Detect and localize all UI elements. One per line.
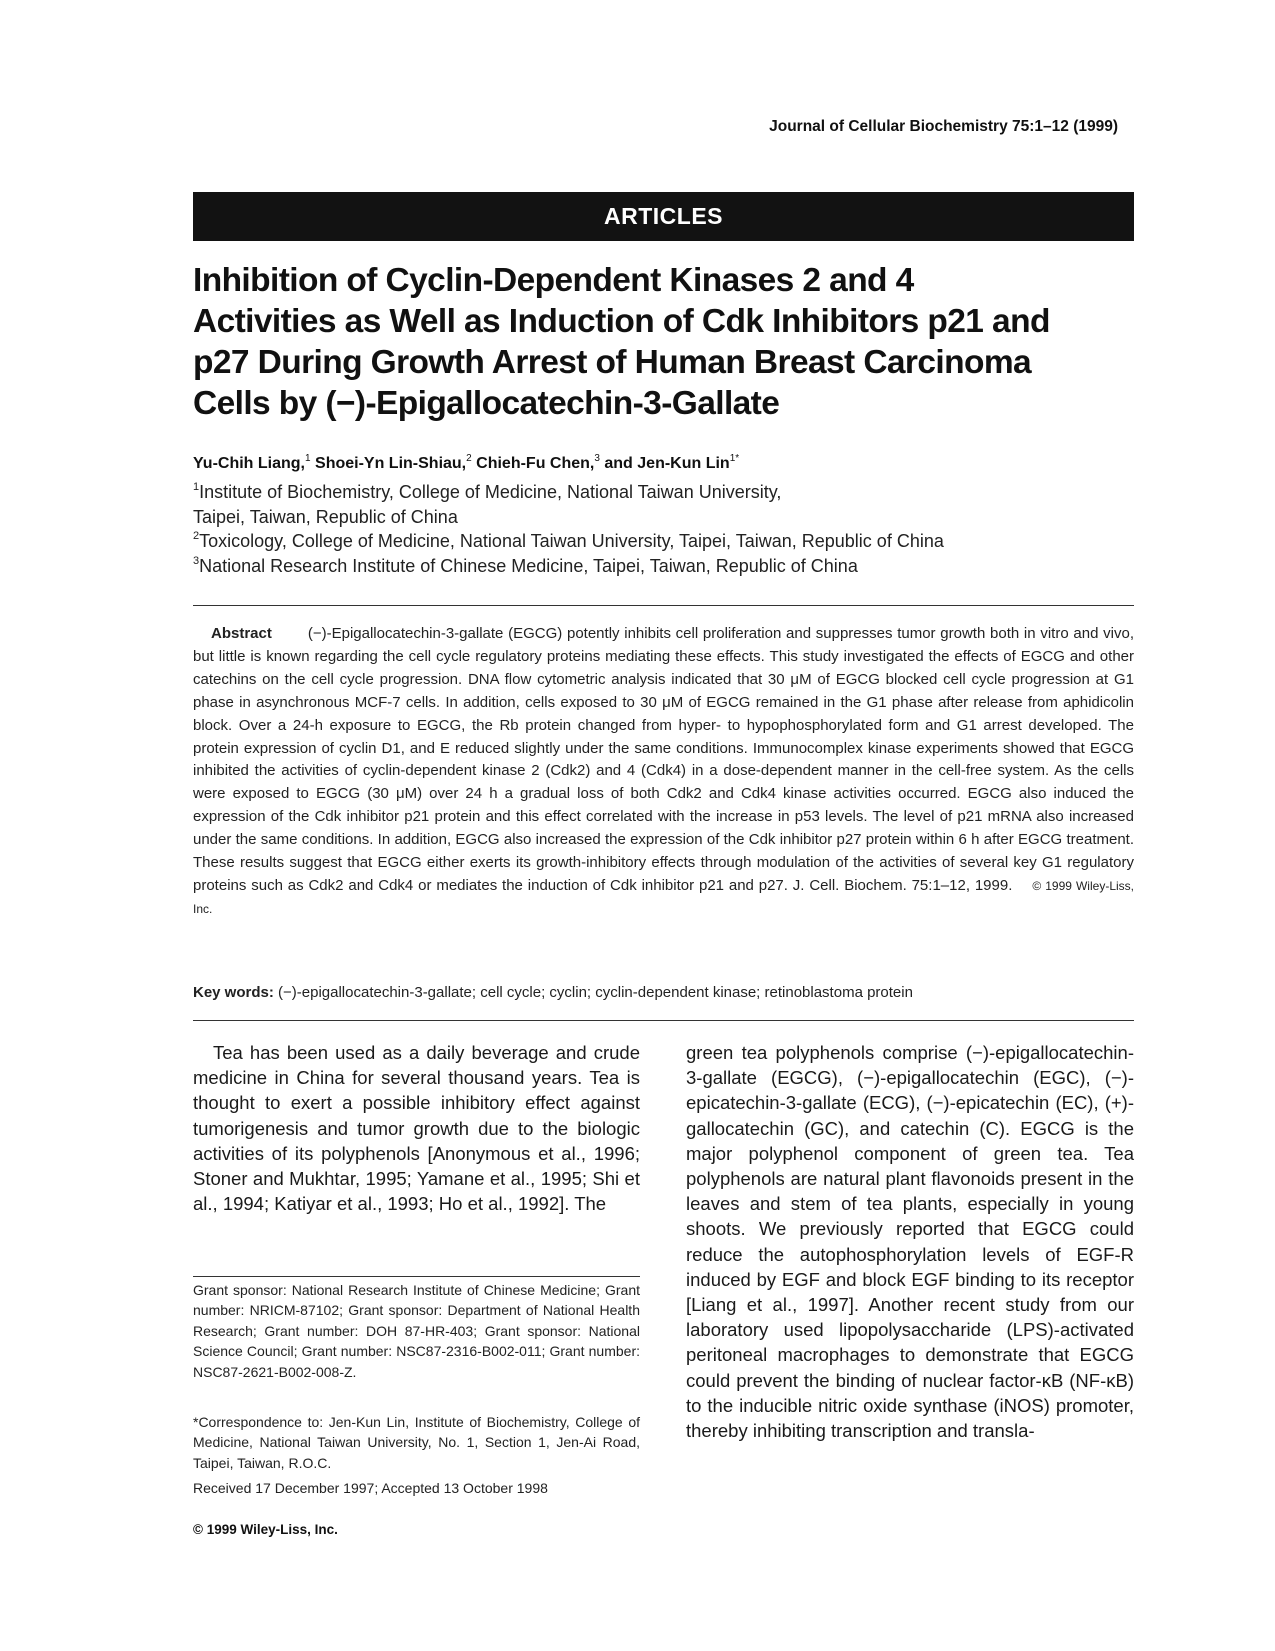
article-title <box>193 260 1143 424</box>
divider <box>193 1020 1134 1021</box>
title-line: Inhibition of Cyclin-Dependent Kinases 2 and 4 <box>193 262 914 299</box>
author-affiliation-mark: 1 <box>305 453 311 464</box>
affiliation-text: Institute of Biochemistry, College of Medicine, National Taiwan University, <box>199 482 782 502</box>
author-list <box>193 455 739 473</box>
title-line: Activities as Well as Induction of Cdk Inhibitors p21 and <box>193 303 1050 340</box>
author-affiliation-mark: 1* <box>729 453 740 464</box>
abstract-text: (−)-Epigallocatechin-3-gallate (EGCG) potently inhibits cell proliferation and suppresses tumor growth both in vitro and vivo, but little is known regarding the cell cycle regulatory proteins mediating these effects. This study investigated the effects of EGCG and other catechins on the cell cycle progression. DNA flow cytometric analysis indicated that 30 μM of EGCG blocked cell cycle progression at G1 phase in asynchronous MCF-7 cells. In addition, cells exposed to 30 μM of EGCG remained in the G1 phase after release from aphidicolin block. Over a 24-h exposure to EGCG, the Rb protein changed from hyper- to hypophosphorylated form and G1 arrest developed. The protein expression of cyclin D1, and E reduced slightly under the same conditions. Immunocomplex kinase experiments showed that EGCG inhibited the activities of cyclin-dependent kinase 2 (Cdk2) and 4 (Cdk4) in a dose-dependent manner in the cell-free system. As the cells were exposed to EGCG (30 μM) over 24 h a gradual loss of both Cdk2 and Cdk4 kinase activities occurred. EGCG also induced the expression of the Cdk inhibitor p21 protein and this effect correlated with the increase in p53 levels. The level of p21 mRNA also increased under the same conditions. In addition, EGCG also increased the expression of the Cdk inhibitor p27 protein within 6 h after EGCG treatment. These results suggest that EGCG either exerts its growth-inhibitory effects through modulation of the activities of several key G1 regulatory proteins such as Cdk2 and Cdk4 or mediates the induction of Cdk inhibitor p21 and p27. J. Cell. Biochem. 75:1–12, 1999. <box>193 625 1134 894</box>
affiliation <box>193 482 781 503</box>
title-line: Cells by (−)-Epigallocatechin-3-Gallate <box>193 385 780 422</box>
author-name: Shoei-Yn Lin-Shiau, <box>315 455 467 472</box>
affiliation-text: National Research Institute of Chinese Medicine, Taipei, Taiwan, Republic of China <box>199 556 858 576</box>
affiliation-mark: 3 <box>193 555 200 567</box>
keywords-label: Key words: <box>193 984 274 1001</box>
affiliation-text: Taipei, Taiwan, Republic of China <box>193 507 458 527</box>
title-line: p27 During Growth Arrest of Human Breast Carcinoma <box>193 344 1032 381</box>
affiliation <box>193 556 858 577</box>
footnote-correspondence: *Correspondence to: Jen-Kun Lin, Institute of Biochemistry, College of Medicine, National Taiwan University, No. 1, Section 1, Jen-Ai Road, Taipei, Taiwan, R.O.C. <box>193 1414 640 1471</box>
divider <box>193 605 1134 606</box>
section-band: ARTICLES <box>193 192 1134 241</box>
abstract <box>193 623 1134 921</box>
keywords <box>193 984 913 1001</box>
author-name: and Jen-Kun Lin <box>604 455 730 472</box>
body-column-right: green tea polyphenols comprise (−)-epigallocatechin-3-gallate (EGCG), (−)-epigallocatechin (EGC), (−)-epicatechin-3-gallate (ECG), (−)-epicatechin (EC), (+)-gallocatechin (GC), and catechin (C). EGCG is the major polyphenol component of green tea. Tea polyphenols are natural plant flavonoids present in the leaves and stem of tea plants, especially in young shoots. We previously reported that EGCG could reduce the autophosphorylation levels of EGF-R induced by EGF and block EGF binding to its receptor [Liang et al., 1997]. Another recent study from our laboratory used lipopolysaccharide (LPS)-activated peritoneal macrophages to demonstrate that EGCG could prevent the binding of nuclear factor-κB (NF-κB) to the inducible nitric oxide synthase (iNOS) promoter, thereby inhibiting transcription and transla- <box>686 1042 1134 1442</box>
affiliation-text: Toxicology, College of Medicine, National Taiwan University, Taipei, Taiwan, Republic of China <box>199 531 944 551</box>
author-affiliation-mark: 3 <box>594 453 600 464</box>
affiliation-mark: 2 <box>193 530 200 542</box>
footnote-received: Received 17 December 1997; Accepted 13 October 1998 <box>193 1480 548 1496</box>
abstract-copyright: © 1999 Wiley-Liss, Inc. <box>193 878 1134 916</box>
footnote-divider <box>193 1276 640 1277</box>
affiliation <box>193 507 458 528</box>
author-name: Chieh-Fu Chen, <box>476 455 595 472</box>
footnote-grants: Grant sponsor: National Research Institute of Chinese Medicine; Grant number: NRICM-87102; Grant sponsor: Department of National Health Research; Grant number: DOH 87-HR-403; Grant sponsor: National Science Council; Grant number: NSC87-2316-B002-011; Grant number: NSC87-2621-B002-008-Z. <box>193 1282 640 1380</box>
journal-citation: Journal of Cellular Biochemistry 75:1–12 (1999) <box>769 118 1118 135</box>
author-affiliation-mark: 2 <box>466 453 472 464</box>
body-column-left: Tea has been used as a daily beverage and crude medicine in China for several thousand years. Tea is thought to exert a possible inhibitory effect against tumorigenesis and tumor growth due to the biologic activities of its polyphenols [Anonymous et al., 1996; Stoner and Mukhtar, 1995; Yamane et al., 1995; Shi et al., 1994; Katiyar et al., 1993; Ho et al., 1992]. The <box>193 1042 640 1215</box>
affiliation-mark: 1 <box>193 481 200 493</box>
author-name: Yu-Chih Liang, <box>193 455 305 472</box>
affiliation <box>193 531 944 552</box>
abstract-label: Abstract <box>211 625 272 642</box>
keywords-text: (−)-epigallocatechin-3-gallate; cell cycle; cyclin; cyclin-dependent kinase; retinoblastoma protein <box>278 984 913 1001</box>
footer-copyright: © 1999 Wiley-Liss, Inc. <box>193 1522 338 1537</box>
